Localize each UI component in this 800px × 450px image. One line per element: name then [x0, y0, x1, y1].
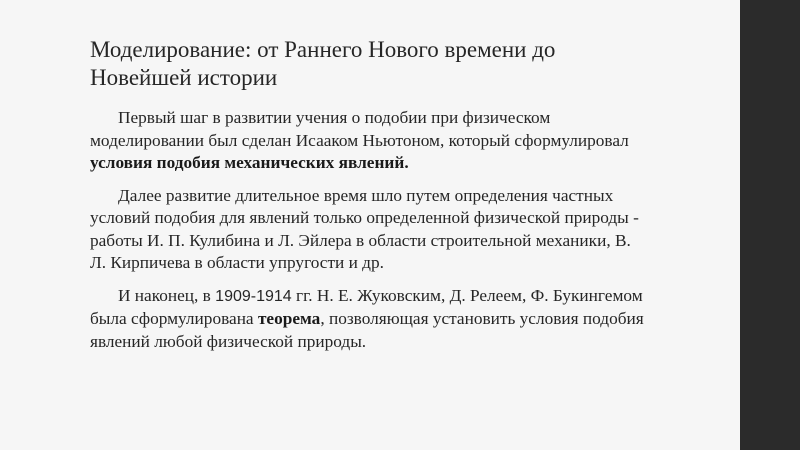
- paragraph-theorem-lead: И наконец, в: [118, 285, 216, 305]
- slide-title: Моделирование: от Раннего Нового времени до Новейшей истории: [90, 37, 556, 90]
- right-sidebar-bar: [740, 0, 800, 450]
- paragraph-theorem-tail: , позволяющая установить условия подобия явлений любой физической природы.: [90, 309, 644, 351]
- paragraph-theorem: [90, 285, 650, 354]
- paragraph-theorem-years: 1909-1914: [215, 287, 292, 305]
- paragraph-newton: [90, 107, 650, 175]
- paragraph-theorem-middle: гг. Н. Е. Жуковским, Д. Релеем, Ф. Букингемом была сформулирована: [90, 285, 643, 328]
- paragraph-newton-bold: условия подобия механических явлений.: [90, 153, 409, 172]
- paragraph-newton-text: Первый шаг в развитии учения о подобии при физическом моделировании был сделан Исааком Ньютоном, который сформулировал: [90, 108, 629, 150]
- paragraph-theorem-bold: теорема: [257, 309, 321, 328]
- slide-content: [90, 107, 650, 363]
- paragraph-development: Далее развитие длительное время шло путем определения частных условий подобия для явлений только определенной физической природы - работы И. П. Кулибина и Л. Эйлера в области строительной механики, В. Л. Кирпичева в области упругости и др.: [90, 185, 639, 272]
